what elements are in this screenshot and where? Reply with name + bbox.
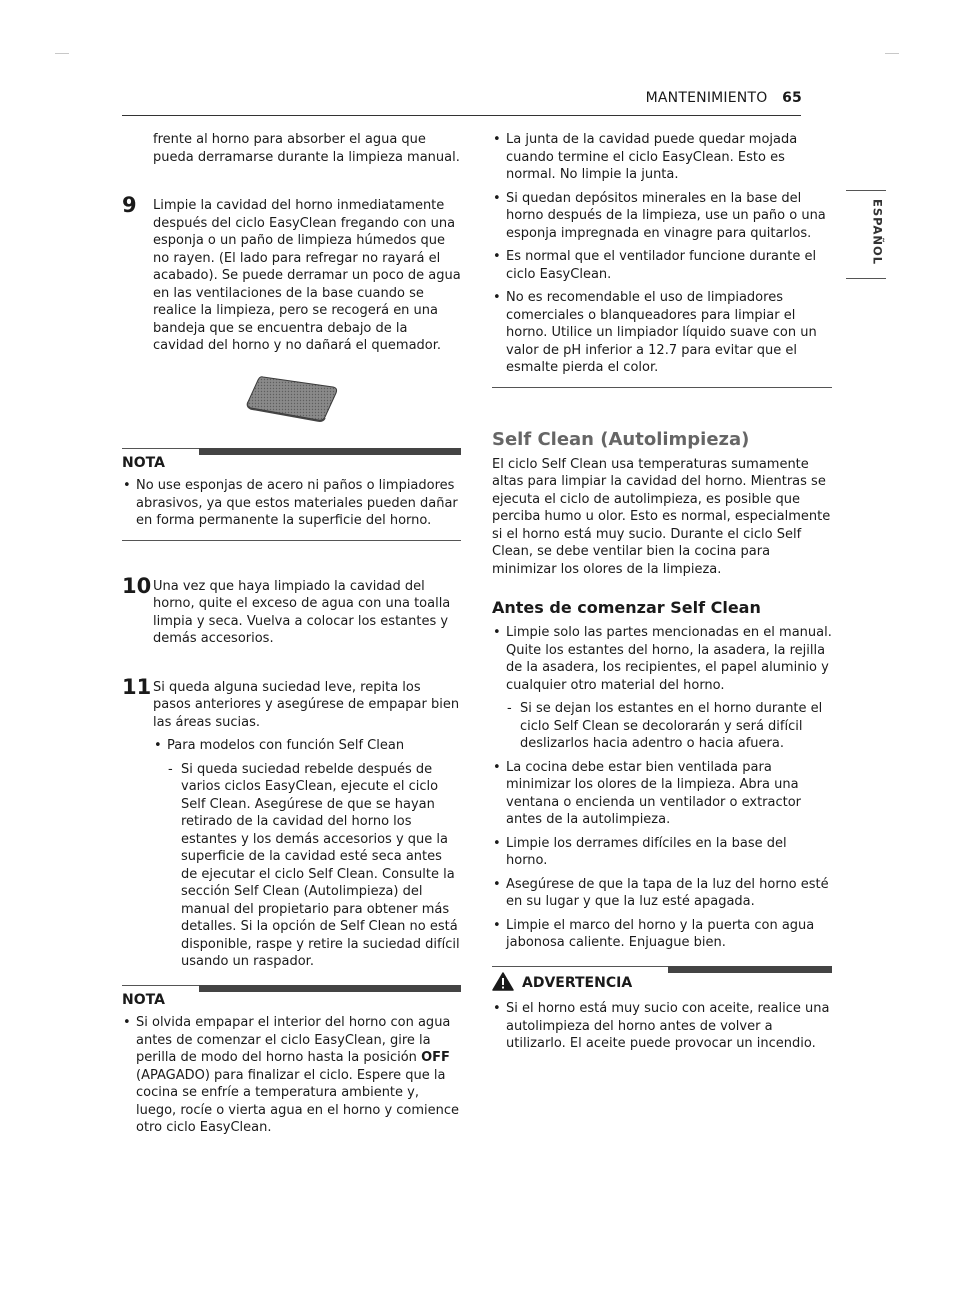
list-item-text: Limpie solo las partes mencionadas en el manual. Quite los estantes del horno, la asadera, la rejilla de la asadera, los recipientes, el papel aluminio y cualquier otro material del horno. [506, 625, 832, 693]
note-title: NOTA [122, 991, 165, 1008]
header-rule [122, 115, 801, 116]
section-rule [492, 387, 832, 388]
note-end-rule [122, 540, 461, 541]
step-10 [122, 573, 461, 648]
language-tab [846, 190, 886, 279]
sub-bullet-text: Para modelos con función Self Clean [167, 738, 405, 753]
step-number: 11 [122, 674, 152, 699]
note-bar [122, 448, 461, 472]
note-text: (APAGADO) para finalizar el ciclo. Espere que la cocina se enfríe a temperatura ambiente y, luego, rocíe o vierta agua en el horno y comience otro ciclo EasyClean. [136, 1067, 460, 1135]
subsection-title: Antes de comenzar Self Clean [492, 598, 761, 617]
list-item: • Limpie los derrames difíciles en la base del horno. [492, 835, 832, 870]
step-text: Una vez que haya limpiado la cavidad del horno, quite el exceso de agua con una toalla limpia y seca. Vuelva a colocar los estantes y demás accesorios. [153, 578, 451, 646]
sub-bullet [153, 737, 461, 971]
step-9 [122, 193, 461, 355]
list-item: • No es recomendable el uso de limpiadores comerciales o blanqueadores para limpiar el horno. Utilice un limpiador líquido suave con un valor de pH inferior a 12.7 para evitar que el esmalte pierda el color. [492, 289, 832, 377]
step-number: 10 [122, 573, 152, 598]
off-label: OFF [421, 1050, 450, 1065]
note-text: Si olvida empapar el interior del horno con agua antes de comenzar el ciclo EasyClean, gire la perilla de modo del horno hasta la posición [136, 1015, 451, 1065]
section-name: MANTENIMIENTO [645, 90, 768, 106]
list-item: • La junta de la cavidad puede quedar mojada cuando termine el ciclo EasyClean. Esto es normal. No limpie la junta. [492, 131, 832, 184]
language-label: ESPAÑOL [870, 199, 885, 266]
crop-mark-left [55, 53, 69, 54]
page-number: 65 [782, 90, 802, 106]
warning-bar [492, 966, 832, 988]
note-box-2 [122, 985, 461, 1137]
running-header [646, 90, 802, 108]
note-item: • No use esponjas de acero ni paños o limpiadores abrasivos, ya que estos materiales pueden dañar en forma permanente la superficie del horno. [122, 477, 461, 530]
warning-title: ADVERTENCIA [522, 975, 633, 991]
list-item: • Es normal que el ventilador funcione durante el ciclo EasyClean. [492, 248, 832, 283]
list-item: • Limpie el marco del horno y la puerta con agua jabonosa caliente. Enjuague bien. [492, 917, 832, 952]
left-column [122, 131, 461, 1137]
section-title: Self Clean (Autolimpieza) [492, 428, 750, 450]
list-item: • La cocina debe estar bien ventilada para minimizar los olores de la limpieza. Abra una ventana o encienda un ventilador o extractor antes de la autolimpieza. [492, 759, 832, 829]
warning-box [492, 966, 832, 1053]
right-column [492, 131, 832, 1053]
step-number: 9 [122, 193, 137, 217]
dash-item: - Si se dejan los estantes en el horno durante el ciclo Self Clean se decolorarán y será difícil deslizarlos hacia adentro o hacia afuera. [506, 700, 832, 753]
prep-bullet-list [492, 624, 832, 952]
warning-item: • Si el horno está muy sucio con aceite, realice una autolimpieza del horno antes de volver a utilizarlo. El aceite puede provocar un incendio. [492, 1000, 832, 1053]
list-item [492, 624, 832, 753]
step-text: Si queda alguna suciedad leve, repita los pasos anteriores y asegúrese de empapar bien las áreas sucias. [153, 679, 460, 730]
crop-mark-right [885, 53, 899, 54]
step-11 [122, 674, 461, 971]
note-bar [122, 985, 461, 1009]
list-item: • Si quedan depósitos minerales en la base del horno después de la limpieza, use un paño o una esponja impregnada en vinagre para quitarlos. [492, 190, 832, 243]
top-bullet-list [492, 131, 832, 377]
note-item [122, 1014, 461, 1137]
step-text: Limpie la cavidad del horno inmediatamente después del ciclo EasyClean fregando con una esponja o un paño de limpieza húmedos que no rayen. (El lado para refregar no rayará el acabado). Se puede derramar un poco de agua en las ventilaciones de la base cuando se realice la limpieza, pero se recogerá en una bandeja que se encuentra debajo de la cavidad del horno y no dañará el quemador. [153, 198, 461, 353]
note-title: NOTA [122, 454, 165, 471]
dash-item: - Si queda suciedad rebelde después de varios ciclos EasyClean, ejecute el ciclo Self Clean. Asegúrese de que se hayan retirado de la cavidad del horno los estantes y los demás accesorios y que la superficie de la cavidad esté seca antes de ejecutar el ciclo Self Clean. Consulte la sección Self Clean (Autolimpieza) del manual del propietario para obtener más detalles. Si la opción de Self Clean no está disponible, raspe y retire la suciedad difícil usando un raspador. [167, 761, 461, 971]
list-item: • Asegúrese de que la tapa de la luz del horno esté en su lugar y que la luz esté apagada. [492, 876, 832, 911]
sponge-illustration [245, 372, 339, 424]
note-box-1 [122, 448, 461, 541]
intro-text: frente al horno para absorber el agua que pueda derramarse durante la limpieza manual. [153, 132, 460, 165]
section-text: El ciclo Self Clean usa temperaturas sumamente altas para limpiar la cavidad del horno. Mientras se ejecuta el ciclo de autolimpieza, es posible que perciba humo u olor. Esto es normal, especialmente si el horno está muy sucio. Durante el ciclo Self Clean, se debe ventilar bien la cocina para minimizar los olores de la limpieza. [492, 456, 831, 577]
